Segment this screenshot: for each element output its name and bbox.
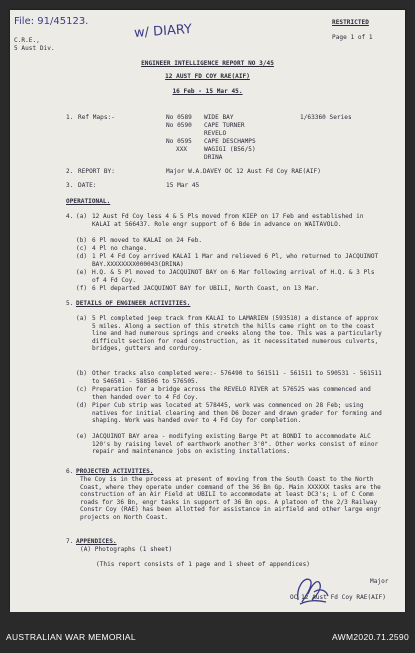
map-series: 1/63360 Series bbox=[300, 114, 352, 121]
details-item-e: JACQUINOT BAY area - modifying existing Barge Pt at BONDI to accommodate ALC 120's by raising level of earthwork another 3'0". Other works consist of minor repair and maintenance jobs on existing installations. bbox=[92, 433, 379, 456]
details-item-b: Other tracks also completed were:- 576490 to 561511 - 561511 to 590531 - 561511 to 546501 - 588506 to 576505. bbox=[92, 370, 382, 385]
operational-item-d: 1 Pl 4 Fd Coy arrived KALAI 1 Mar and relieved 6 Pl, who returned to JACQUINOT BAY.XXXXXXXX000043(DRINA) bbox=[92, 253, 379, 268]
report-by-heading: REPORT BY: bbox=[78, 168, 115, 175]
document-page bbox=[10, 10, 405, 612]
details-item-a: 5 Pl completed jeep track from KALAI to LAMARIEN (593510) a distance of approx 5 miles. Along a section of this stretch the hills came right on to the coast line and had numerous springs and creeks along the toe. This was a particularly difficult section for road construction, as it necessitated numerous culverts, bridges, gutters and corduroy. bbox=[92, 315, 382, 353]
item-mark: (e) bbox=[76, 433, 88, 440]
map-name: CAPE DESCHAMPS bbox=[204, 138, 256, 145]
operational-item-e: H.Q. & 5 Pl moved to JACQUINOT BAY on 6 Mar following arrival of H.Q. & 3 Pls of 4 Fd Coy. bbox=[92, 269, 375, 284]
details-heading: DETAILS OF ENGINEER ACTIVITIES. bbox=[76, 300, 191, 307]
item-mark: (d) bbox=[76, 402, 88, 409]
ref-maps-heading: Ref Maps:- bbox=[78, 114, 115, 121]
appendices-note: (This report consists of 1 page and 1 sheet of appendices) bbox=[96, 561, 310, 568]
item-mark: (d) bbox=[76, 253, 88, 260]
map-name: CAPE TURNER bbox=[204, 122, 245, 129]
section-5-number: 5. bbox=[66, 300, 74, 307]
map-no: XXX bbox=[176, 146, 188, 153]
signature-line: OC 12 Aust Fd Coy RAE(AIF) bbox=[290, 594, 386, 601]
operational-item-c: 4 Pl no change. bbox=[92, 245, 148, 252]
item-mark: (b) bbox=[76, 237, 88, 244]
section-7-number: 7. bbox=[66, 538, 74, 545]
map-name: WIDE BAY bbox=[204, 114, 234, 121]
operational-item-f: 6 Pl departed JACQUINOT BAY for UBILI, North Coast, on 13 Mar. bbox=[92, 285, 320, 292]
report-title: ENGINEER INTELLIGENCE REPORT NO 3/45 bbox=[141, 60, 274, 67]
map-name: DRINA bbox=[204, 154, 223, 161]
map-name: REVELO bbox=[204, 130, 227, 137]
section-3-number: 3. bbox=[66, 182, 74, 189]
report-period: 16 Feb - 15 Mar 45. bbox=[172, 88, 243, 95]
map-name: WAGIGI (B56/5) bbox=[204, 146, 256, 153]
date-value: 15 Mar 45 bbox=[166, 182, 200, 189]
archive-name: AUSTRALIAN WAR MEMORIAL bbox=[6, 632, 136, 642]
section-2-number: 2. bbox=[66, 168, 74, 175]
appendices-heading: APPENDICES. bbox=[76, 538, 117, 545]
section-4-number: 4. bbox=[66, 213, 74, 220]
from-line-1: C.R.E., bbox=[14, 37, 40, 44]
section-6-number: 6. bbox=[66, 468, 74, 475]
date-heading: DATE: bbox=[78, 182, 97, 189]
item-mark: (a) bbox=[76, 213, 88, 220]
operational-heading: OPERATIONAL. bbox=[66, 198, 111, 205]
page-indicator: Page 1 of 1 bbox=[332, 34, 373, 41]
details-item-d: Piper Cub strip was located at 578445, work was commenced on 28 Feb; using natives for initial clearing and then D6 Dozer and drawn grader for forming and shaping. Work was handed over to 4 Fd Coy for completion. bbox=[92, 402, 382, 425]
item-mark: (b) bbox=[76, 370, 88, 377]
map-no: No 0590 bbox=[166, 122, 192, 129]
item-mark: (e) bbox=[76, 269, 88, 276]
details-item-c: Preparation for a bridge across the REVELO RIVER at 576525 was commenced and then handed over to 4 Fd Coy. bbox=[92, 386, 371, 401]
operational-item-a: 12 Aust Fd Coy less 4 & 5 Pls moved from KIEP on 17 Feb and established in KALAI at 566437. Role engr support of 6 Bde in advance on WAITAVOLO. bbox=[92, 213, 364, 228]
handwritten-diary-note: w/ DIARY bbox=[133, 21, 193, 42]
section-1-number: 1. bbox=[66, 114, 74, 121]
operational-item-b: 6 Pl moved to KALAI on 24 Feb. bbox=[92, 237, 203, 244]
from-line-2: 5 Aust Div. bbox=[14, 45, 55, 52]
item-mark: (a) bbox=[76, 315, 88, 322]
item-mark: (c) bbox=[76, 245, 88, 252]
projected-text: The Coy is in the process at present of moving from the South Coast to the North Coast, where they operate under command of the 36 Bn Gp. Main XXXXXX tasks are the construction of an Air Field at UBILI to accommodate at least DC3's; L of C Comm roads for 36 Bn, engr tasks in support of 36 Bn ops. A platoon of the 2/3 Railway Constr Coy (RAE) has been allotted for assistance in airfield and other large engr projects on North Coast. bbox=[80, 476, 381, 521]
handwritten-file-reference: File: 91/45123. bbox=[14, 16, 89, 27]
report-by-value: Major W.A.DAVEY OC 12 Aust Fd Coy RAE(AIF) bbox=[166, 168, 321, 175]
map-no: No 0589 bbox=[166, 114, 192, 121]
handwritten-signature bbox=[292, 570, 332, 608]
projected-heading: PROJECTED ACTIVITIES. bbox=[76, 468, 154, 475]
map-no: No 0595 bbox=[166, 138, 192, 145]
signature-rank: Major bbox=[370, 578, 389, 585]
classification-label: RESTRICTED bbox=[332, 19, 369, 26]
appendix-item: (A) Photographs (1 sheet) bbox=[80, 546, 173, 553]
item-mark: (c) bbox=[76, 386, 88, 393]
item-mark: (f) bbox=[76, 285, 88, 292]
archive-reference: AWM2020.71.2590 bbox=[332, 632, 409, 642]
report-unit: 12 AUST FD COY RAE(AIF) bbox=[165, 73, 250, 80]
